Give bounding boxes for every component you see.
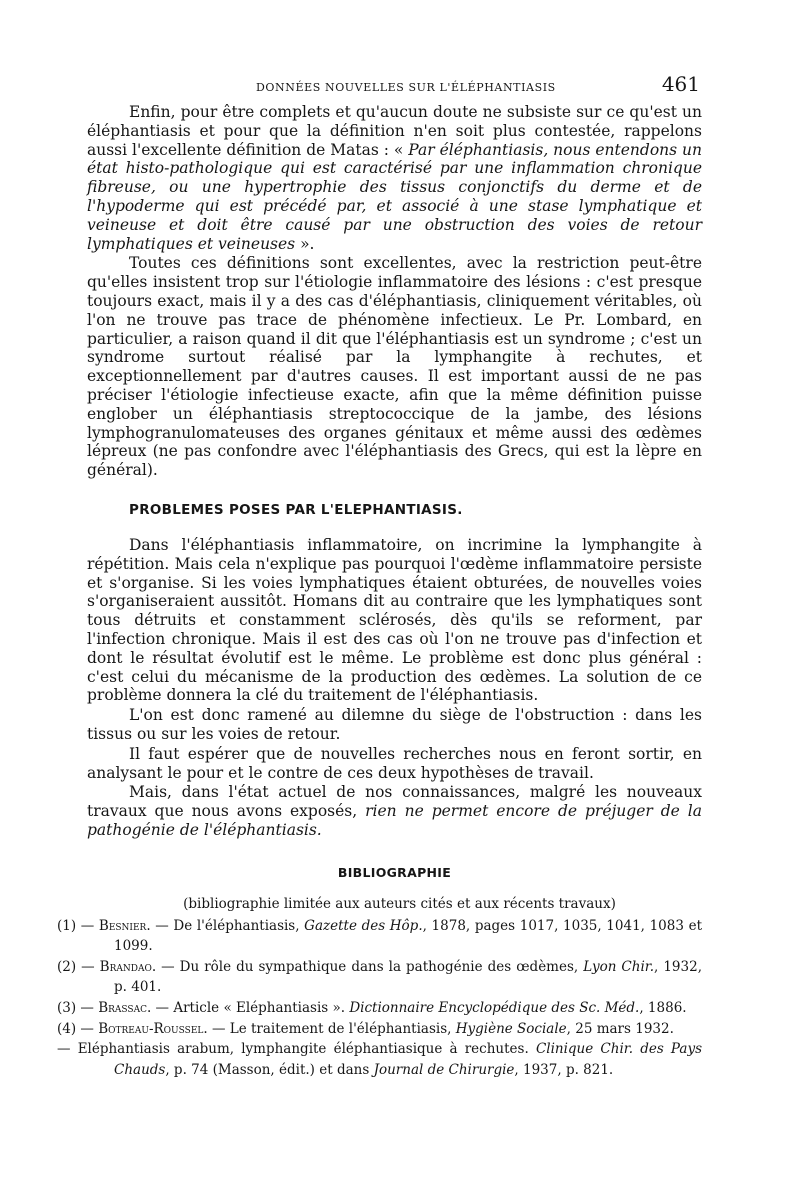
section-title: PROBLEMES POSES PAR L'ELEPHANTIASIS.: [129, 501, 463, 518]
page-body: [57, 103, 703, 1080]
reference-item: — Eléphantiasis arabum, lymphangite éléphantiasique à rechutes. Clinique Chir. des Pays Chauds, p. 74 (Masson, édit.) et dans Journal de Chirurgie, 1937, p. 821.: [57, 1041, 703, 1078]
paragraph-hope: Il faut espérer que de nouvelles recherches nous en feront sortir, en analysant le pour et le contre de ces deux hypothèses de travail.: [87, 744, 702, 782]
page-header: [60, 72, 700, 96]
paragraph-definition: Enfin, pour être complets et qu'aucun doute ne subsiste sur ce qu'est un éléphantiasis et pour que la définition n'en soit plus contestée, rappelons aussi l'excellente définition de Matas : « Par éléphantiasis, nous entendons un état histo-pathologique qui est caractérisé par une inflammation chronique fibreuse, ou une hypertrophie des tissus conjonctifs du derme et de l'hypoderme qui est précédé par, et associé à une stase lymphatique et veineuse et doit être causé par une obstruction des voies de retour lymphatiques et veineuses ».: [87, 103, 702, 253]
bibliography-note: (bibliographie limitée aux auteurs cités et aux récents travaux): [183, 895, 616, 912]
paragraph-conclusion: Mais, dans l'état actuel de nos connaissances, malgré les nouveaux travaux que nous avons exposés, rien ne permet encore de préjuger de la pathogénie de l'éléphantiasis.: [87, 783, 702, 839]
reference-item: (2) — Brandao. — Du rôle du sympathique dans la pathogénie des œdèmes, Lyon Chir., 1932, p. 401.: [57, 958, 702, 996]
paragraph-definitions-critique: Toutes ces définitions sont excellentes, avec la restriction peut-être qu'elles insistent trop sur l'étiologie inflammatoire des lésions : c'est presque toujours exact, mais il y a des cas d'éléphantiasis, cliniquement véritables, où l'on ne trouve pas trace de phénomène infectieux. Le Pr. Lombard, en particulier, a raison quand il dit que l'éléphantiasis est un syndrome ; c'est un syndrome surtout réalisé par la lymphangite à rechutes, et exceptionnellement par d'autres causes. Il est important aussi de ne pas préciser l'étiologie infectieuse exacte, afin que la même définition puisse englober un éléphantiasis streptococcique de la jambe, des lésions lymphogranulomateuses des organes génitaux et même aussi des œdèmes lépreux (ne pas confondre avec l'éléphantiasis des Grecs, qui est la lèpre en général).: [87, 254, 702, 480]
bibliography-list: [57, 916, 702, 1081]
reference-item: (4) — Botreau-Roussel. — Le traitement de l'éléphantiasis, Hygiène Sociale, 25 mars 1932.: [57, 1020, 674, 1037]
reference-item: (3) — Brassac. — Article « Eléphantiasis ». Dictionnaire Encyclopédique des Sc. Méd., 1886.: [57, 1000, 687, 1017]
paragraph-problems: Dans l'éléphantiasis inflammatoire, on incrimine la lymphangite à répétition. Mais cela n'explique pas pourquoi l'œdème inflammatoire persiste et s'organise. Si les voies lymphatiques étaient obturées, de nouvelles voies s'organiseraient aussitôt. Homans dit au contraire que les lymphatiques sont tous détruits et constamment sclérosés, dès qu'ils se reforment, par l'infection chronique. Mais il est des cas où l'on ne trouve pas d'infection et dont le résultat évolutif est le même. Le problème est donc plus général : c'est celui du mécanisme de la production des œdèmes. La solution de ce problème donnera la clé du traitement de l'éléphantiasis.: [87, 535, 702, 705]
paragraph-dilemma: L'on est donc ramené au dilemne du siège de l'obstruction : dans les tissus ou sur les voies de retour.: [87, 706, 702, 743]
running-title: DONNÉES NOUVELLES SUR L'ÉLÉPHANTIASIS: [255, 81, 556, 94]
bibliography-title: BIBLIOGRAPHIE: [337, 864, 452, 880]
page-number: 461: [661, 72, 700, 96]
reference-item: (1) — Besnier. — De l'éléphantiasis, Gazette des Hôp., 1878, pages 1017, 1035, 1041, 1083 et 1099.: [57, 917, 702, 955]
matas-quote: Par éléphantiasis, nous entendons un état histo-pathologique qui est caractérisé par une inflammation chronique fibreuse, ou une hypertrophie des tissus conjonctifs du derme et de l'hypoderme qui est précédé par, et associé à une stase lymphatique et veineuse et doit être causé par une obstruction des voies de retour lymphatiques et veineuses: [87, 140, 702, 253]
